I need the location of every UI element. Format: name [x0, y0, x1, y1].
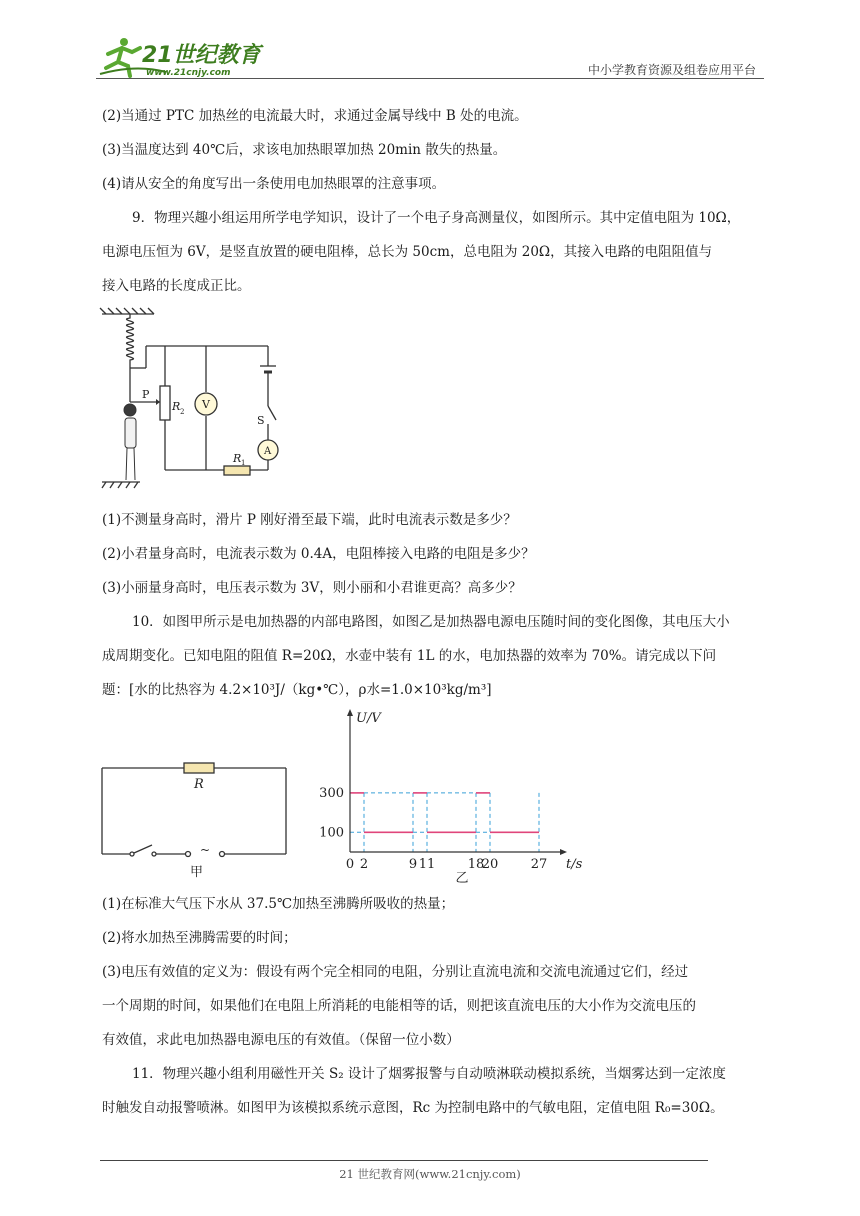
- q10-part1: (1)在标准大气压下水从 37.5℃加热至沸腾所吸收的热量；: [102, 896, 455, 912]
- site-logo: [96, 34, 266, 78]
- q10-stem-line3: 题：[水的比热容为 4.2×10³J/（kg•℃），ρ水=1.0×10³kg/m³]: [102, 682, 492, 698]
- svg-text:21世纪教育: 21世纪教育: [142, 43, 261, 68]
- q10-part2: (2)将水加热至沸腾需要的时间；: [102, 930, 297, 946]
- resistor-r2: [160, 386, 170, 420]
- heater-circuit-figure-jia: [96, 750, 296, 886]
- q9-stem-line3: 接入电路的长度成正比。: [102, 278, 251, 294]
- ceiling-hatch: [100, 308, 154, 314]
- label-r: R: [194, 777, 204, 792]
- q10-stem-line1: 10．如图甲所示是电加热器的内部电路图，如图乙是加热器电源电压随时间的变化图像，其电压大小: [132, 614, 730, 630]
- ac-terminal-left: [186, 852, 191, 857]
- q8-part3: (3)当温度达到 40℃后，求该电加热眼罩加热 20min 散失的热量。: [102, 142, 507, 158]
- q9-stem-line1: 9．物理兴趣小组运用所学电学知识，设计了一个电子身高测量仪，如图所示。其中定值电阻为 10Ω，: [132, 210, 741, 226]
- y-tick-300: 300: [319, 785, 344, 801]
- label-p: P: [142, 388, 150, 401]
- ac-terminal-right: [220, 852, 225, 857]
- x-tick-0: 0: [345, 857, 355, 872]
- ground-hatch: [102, 482, 138, 488]
- x-axis-label: t/s: [566, 857, 583, 872]
- chart-guide-lines: [350, 793, 539, 852]
- footer-rule: [100, 1160, 708, 1161]
- x-tick-11: 11: [418, 857, 436, 872]
- y-tick-100: 100: [319, 825, 344, 841]
- y-axis-label: U/V: [356, 711, 381, 726]
- x-axis-arrow: [560, 849, 567, 855]
- switch-icon: [134, 845, 152, 853]
- q8-part4: (4)请从安全的角度写出一条使用电加热眼罩的注意事项。: [102, 176, 446, 192]
- x-tick-9: 9: [408, 857, 418, 872]
- x-tick-20: 20: [481, 857, 499, 872]
- chart-signal-line: [350, 793, 539, 832]
- q11-stem-line2: 时触发自动报警喷淋。如图甲为该模拟系统示意图，Rc 为控制电路中的气敏电阻，定值电阻 R₀=30Ω。: [102, 1100, 724, 1116]
- label-r2: R: [172, 400, 181, 413]
- platform-name: 中小学教育资源及组卷应用平台: [587, 63, 756, 77]
- q10-part3-line3: 有效值，求此电加热器电源电压的有效值。（保留一位小数）: [102, 1032, 460, 1048]
- spring-icon: [127, 314, 134, 368]
- ac-symbol-icon: ~: [200, 843, 211, 857]
- header-rule: [96, 78, 764, 79]
- label-a: A: [264, 446, 272, 457]
- label-r1-sub: 1: [241, 459, 246, 467]
- resistor-r: [184, 763, 214, 773]
- footer-text: 21 世纪教育网(www.21cnjy.com): [339, 1167, 521, 1181]
- x-tick-18: 18: [467, 857, 485, 872]
- svg-text:www.21cnjy.com: www.21cnjy.com: [146, 68, 231, 78]
- caption-jia: 甲: [190, 865, 204, 880]
- q8-part2: (2)当通过 PTC 加热丝的电流最大时，求通过金属导线中 B 处的电流。: [102, 108, 528, 124]
- label-v: V: [202, 398, 210, 411]
- resistor-r1: [224, 466, 250, 475]
- label-r1: R: [233, 452, 242, 465]
- label-r2-sub: 2: [180, 408, 185, 416]
- q9-part3: (3)小丽量身高时，电压表示数为 3V，则小丽和小君谁更高？高多少？: [102, 580, 522, 596]
- height-meter-circuit-figure: [98, 306, 298, 496]
- switch-s-icon: [268, 406, 276, 420]
- voltage-time-chart-yi: [318, 706, 608, 886]
- q9-part1: (1)不测量身高时，滑片 P 刚好滑至最下端，此时电流表示数是多少？: [102, 512, 517, 528]
- caption-yi: 乙: [455, 871, 469, 886]
- person-figure-icon: [124, 404, 136, 480]
- q11-stem-line1: 11．物理兴趣小组利用磁性开关 S₂ 设计了烟雾报警与自动喷淋联动模拟系统，当烟雾达到一定浓度: [132, 1066, 726, 1082]
- label-s: S: [257, 414, 265, 427]
- q10-stem-line2: 成周期变化。已知电阻的阻值 R=20Ω，水壶中装有 1L 的水，电加热器的效率为 70%。请完成以下问: [102, 648, 717, 664]
- page-header: [96, 34, 764, 82]
- x-tick-27: 27: [530, 857, 548, 872]
- chart-labels: [319, 711, 582, 886]
- q10-part3-line1: (3)电压有效值的定义为：假设有两个完全相同的电阻，分别让直流电流和交流电流通过它们，经过: [102, 964, 689, 980]
- q9-part2: (2)小君量身高时，电流表示数为 0.4A，电阻棒接入电路的电阻是多少？: [102, 546, 535, 562]
- q9-stem-line2: 电源电压恒为 6V，是竖直放置的硬电阻棒，总长为 50cm，总电阻为 20Ω，其接入电路的电阻阻值与: [102, 244, 713, 260]
- q10-part3-line2: 一个周期的时间，如果他们在电阻上所消耗的电能相等的话，则把该直流电压的大小作为交流电压的: [102, 998, 696, 1014]
- x-tick-2: 2: [359, 857, 369, 872]
- y-axis-arrow: [347, 709, 353, 716]
